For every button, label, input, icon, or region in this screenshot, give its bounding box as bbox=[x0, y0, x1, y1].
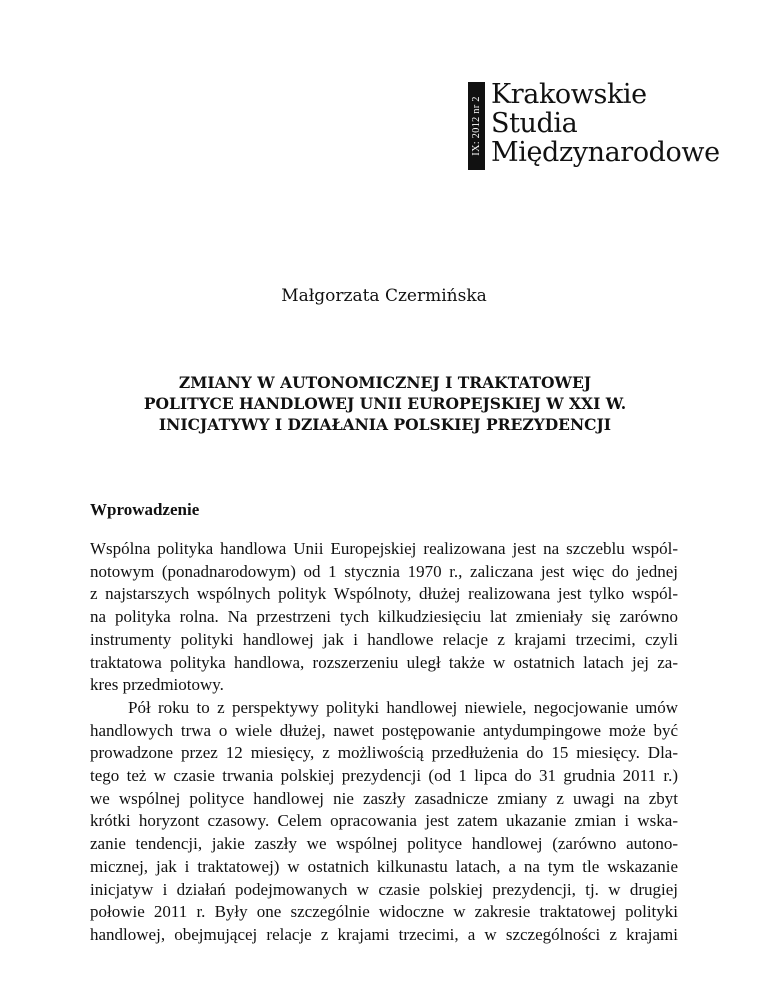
body-line: zanie tendencji, jakie zaszły we wspólnej polityce handlowej (zarówno autono- bbox=[90, 834, 678, 854]
body-line: notowym (ponadnarodowym) od 1 stycznia 1970 r., zaliczana jest więc do jednej bbox=[90, 561, 678, 581]
body-line: handlowych trwa o wiele dłużej, nawet postępowanie antydumpingowe może być bbox=[90, 720, 678, 740]
body-line: Wspólna polityka handlowa Unii Europejskiej realizowana jest na szczeblu wspól- bbox=[90, 539, 678, 558]
journal-name-line: Krakowskie bbox=[491, 79, 647, 110]
body-line: Pół roku to z perspektywy polityki handlowej niewiele, negocjowanie umów bbox=[128, 697, 678, 717]
title-line: INICJATYWY I DZIAŁANIA POLSKIEJ PREZYDENCJI bbox=[158, 415, 612, 434]
article-body bbox=[90, 538, 678, 947]
body-line: handlowej, obejmującej relacje z krajami trzecimi, a w szczególności z krajami bbox=[90, 924, 678, 944]
body-line: połowie 2011 r. Były one szczególnie widoczne w zakresie traktatowej polityki bbox=[90, 902, 678, 922]
body-line: inicjatyw i działań podejmowanych w czasie polskiej prezydencji, tj. w drugiej bbox=[90, 879, 678, 899]
body-line: na polityka rolna. Na przestrzeni tych kilkudziesięciu lat zmieniały się zarówno bbox=[90, 607, 678, 627]
body-line: prowadzone przez 12 miesięcy, z możliwością przedłużenia do 15 miesięcy. Dla- bbox=[90, 743, 678, 763]
journal-name-line: Międzynarodowe bbox=[491, 137, 720, 168]
author-name: Małgorzata Czermińska bbox=[281, 286, 487, 306]
body-line: krótki horyzont czasowy. Celem opracowania jest zatem ukazanie zmian i wska- bbox=[90, 811, 678, 831]
journal-name bbox=[491, 80, 720, 167]
body-line: micznej, jak i traktatowej) w ostatnich kilkunastu latach, a na tym tle wskazanie bbox=[90, 856, 678, 876]
body-line: tego też w czasie trwania polskiej prezydencji (od 1 lipca do 31 grudnia 2011 r.) bbox=[90, 766, 678, 786]
body-line: we wspólnej polityce handlowej nie zaszły zasadnicze zmiany z uwagi na zbyt bbox=[90, 788, 678, 808]
journal-name-line: Studia bbox=[491, 108, 578, 139]
issue-bar bbox=[468, 82, 485, 170]
title-line: POLITYCE HANDLOWEJ UNII EUROPEJSKIEJ W XXI W. bbox=[143, 394, 627, 413]
article-title bbox=[90, 372, 680, 435]
body-line: traktatowa polityka handlowa, rozszerzeniu uległ także w ostatnich latach jej za- bbox=[90, 652, 678, 672]
section-heading: Wprowadzenie bbox=[90, 500, 200, 519]
body-line: kres przedmiotowy. bbox=[90, 675, 224, 695]
issue-label: IX: 2012 nr 2 bbox=[471, 96, 482, 156]
journal-masthead bbox=[468, 79, 720, 170]
body-line: instrumenty polityki handlowej jak i handlowe relacje z krajami trzecimi, czyli bbox=[90, 629, 678, 649]
title-line: ZMIANY W AUTONOMICZNEJ I TRAKTATOWEJ bbox=[178, 373, 592, 392]
body-line: z najstarszych wspólnych polityk Wspólnoty, dłużej realizowana jest tylko wspól- bbox=[90, 584, 678, 604]
